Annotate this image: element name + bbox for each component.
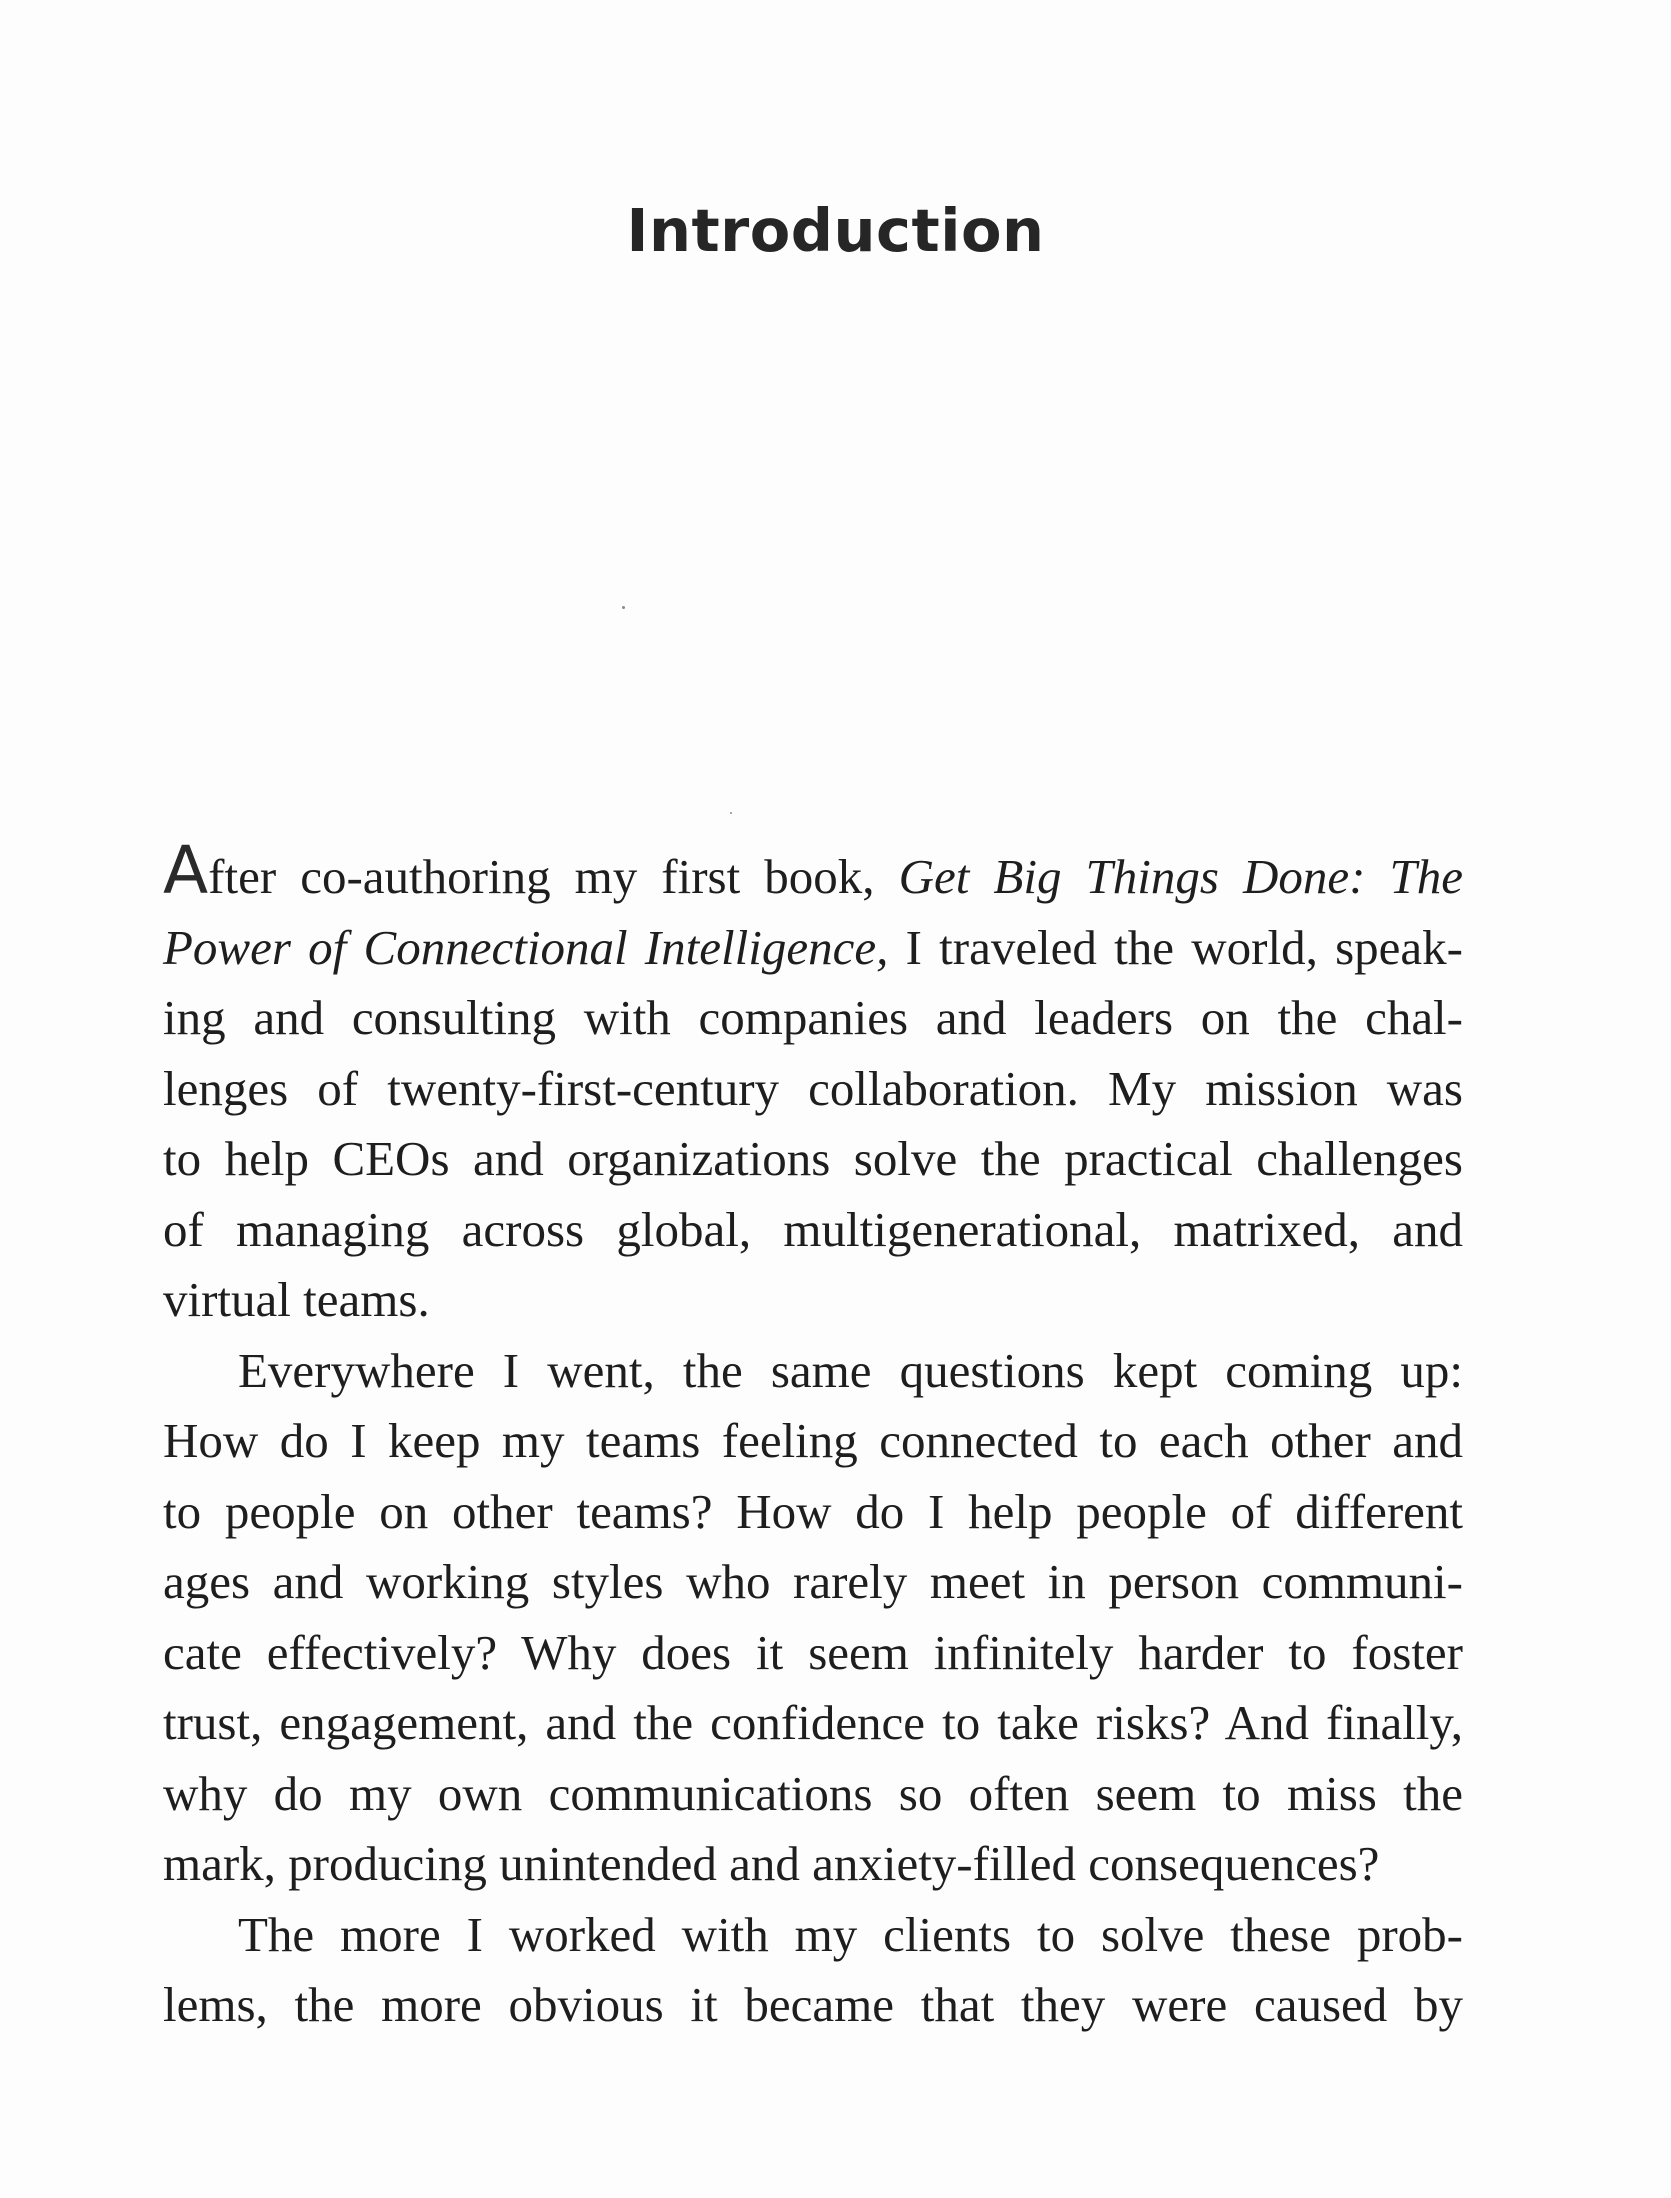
text-line: cate effectively? Why does it seem infinitely harder to foster <box>163 1624 1463 1680</box>
text-line: mark, producing unintended and anxiety-filled consequences? <box>163 1836 1380 1891</box>
text-line: trust, engagement, and the confidence to take risks? And finally, <box>163 1695 1463 1750</box>
drop-cap: A <box>163 832 209 909</box>
text-line: lems, the more obvious it became that they were caused by <box>163 1977 1463 2032</box>
text-line: virtual teams. <box>163 1272 430 1327</box>
text-line: to help CEOs and organizations solve the practical challenges <box>163 1131 1463 1186</box>
text-line: Power of Connectional Intelligence, I traveled the world, speak- <box>163 919 1463 975</box>
text-line: ages and working styles who rarely meet in person communi- <box>163 1554 1463 1609</box>
paragraph <box>163 832 1463 1336</box>
paragraph <box>163 1336 1463 1900</box>
paragraph <box>163 1900 1463 2041</box>
text-line: The more I worked with my clients to solve these prob- <box>238 1906 1463 1962</box>
text-line: After co-authoring my first book, Get Big Things Done: The <box>163 832 1463 909</box>
text-line: Everywhere I went, the same questions kept coming up: <box>238 1342 1463 1398</box>
text-line: lenges of twenty-first-century collaboration. My mission was <box>163 1060 1463 1116</box>
text-line: ing and consulting with companies and leaders on the chal- <box>163 990 1463 1045</box>
book-title-italic: Power of Connectional Intelligence, <box>163 919 889 975</box>
book-title-italic: Get Big Things Done: The <box>898 849 1463 904</box>
text-line: to people on other teams? How do I help people of different <box>163 1483 1463 1539</box>
chapter-body <box>163 832 1463 2041</box>
text-line: How do I keep my teams feeling connected to each other and <box>163 1413 1463 1468</box>
chapter-title: Introduction <box>626 196 1045 265</box>
scan-speck <box>730 812 732 814</box>
text-line: why do my own communications so often seem to miss the <box>163 1765 1463 1821</box>
scan-speck <box>622 606 625 609</box>
text-line: of managing across global, multigenerational, matrixed, and <box>163 1201 1463 1257</box>
